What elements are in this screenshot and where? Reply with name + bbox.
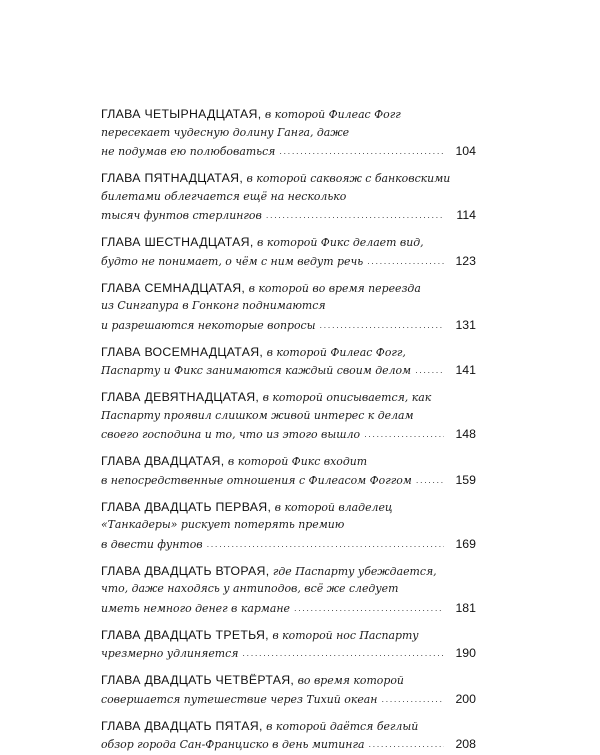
toc-entry[interactable] xyxy=(101,169,476,225)
toc-entry-first-line xyxy=(101,717,476,736)
chapter-heading: ГЛАВА ДВАДЦАТЬ ЧЕТВЁРТАЯ, xyxy=(101,673,295,687)
page-number: 148 xyxy=(455,427,476,441)
toc-entry-first-line xyxy=(101,498,476,517)
toc-entry-last-line xyxy=(101,471,476,490)
toc-entry-first-line xyxy=(101,626,476,645)
chapter-description-line: Паспарту проявил слишком живой интерес к делам xyxy=(101,408,414,422)
dot-leader xyxy=(279,143,444,162)
chapter-heading: ГЛАВА ЧЕТЫРНАДЦАТАЯ, xyxy=(101,107,262,121)
chapter-description-line: что, даже находясь у антиподов, всё же следует xyxy=(101,582,399,595)
chapter-description: в которой Филеас Фогг xyxy=(261,108,401,121)
chapter-description: в которой саквояж с банковскими xyxy=(243,172,451,185)
toc-entry[interactable] xyxy=(101,562,476,618)
toc-entry-last-line xyxy=(101,599,476,618)
chapter-description: в которой владелец xyxy=(271,500,393,514)
toc-entry[interactable] xyxy=(101,105,476,161)
toc-entry-last-line xyxy=(101,142,476,161)
chapter-description-line: чрезмерно удлиняется xyxy=(101,647,239,660)
dot-leader xyxy=(294,600,444,619)
page-number: 200 xyxy=(455,691,476,706)
chapter-heading: ГЛАВА ДЕВЯТНАДЦАТАЯ, xyxy=(101,390,260,404)
table-of-contents xyxy=(101,105,476,754)
chapter-description: в которой нос Паспарту xyxy=(268,628,419,642)
chapter-description-line: «Танкадеры» рискует потерять премию xyxy=(101,518,345,531)
dot-leader xyxy=(416,472,444,491)
toc-entry-first-line xyxy=(101,279,476,298)
chapter-heading: ГЛАВА ДВАДЦАТЬ ПЯТАЯ, xyxy=(101,718,263,733)
toc-entry-first-line xyxy=(101,562,476,581)
toc-entry-last-line xyxy=(101,644,476,663)
toc-entry-first-line xyxy=(101,105,476,124)
chapter-description-line: билетами облегчается ещё на несколько xyxy=(101,189,347,203)
chapter-description-line: обзор города Сан-Франциско в день митинга xyxy=(101,738,365,751)
chapter-description-line: совершается путешествие через Тихий океан xyxy=(101,692,378,706)
chapter-description: в которой Филеас Фогг, xyxy=(263,345,406,359)
toc-entry-first-line xyxy=(101,233,476,252)
chapter-description: в которой Фикс делает вид, xyxy=(253,236,424,249)
chapter-description-line: будто не понимает, о чём с ним ведут речь xyxy=(101,254,364,268)
toc-entry-last-line xyxy=(101,252,476,271)
toc-entry-last-line xyxy=(101,735,476,754)
dot-leader xyxy=(266,207,444,226)
toc-entry-first-line xyxy=(101,671,476,690)
toc-entry-last-line xyxy=(101,206,476,225)
toc-entry[interactable] xyxy=(101,717,476,754)
chapter-heading: ГЛАВА ПЯТНАДЦАТАЯ, xyxy=(101,171,244,185)
toc-entry[interactable] xyxy=(101,498,476,554)
chapter-heading: ГЛАВА ДВАДЦАТЬ ВТОРАЯ, xyxy=(101,563,270,578)
dot-leader xyxy=(367,253,444,272)
chapter-description-line: в непосредственные отношения с Филеасом Фоггом xyxy=(101,473,412,487)
toc-entry[interactable] xyxy=(101,388,476,444)
chapter-heading: ГЛАВА ДВАДЦАТАЯ, xyxy=(101,454,225,468)
page-number: 114 xyxy=(456,208,476,222)
chapter-description: в которой описывается, как xyxy=(259,391,432,404)
toc-entry-first-line xyxy=(101,452,476,471)
chapter-heading: ГЛАВА ДВАДЦАТЬ ПЕРВАЯ, xyxy=(101,499,272,514)
page-number: 190 xyxy=(455,646,476,660)
dot-leader xyxy=(415,362,444,381)
dot-leader xyxy=(381,691,444,710)
chapter-heading: ГЛАВА СЕМНАДЦАТАЯ, xyxy=(101,280,246,295)
chapter-description: во время которой xyxy=(294,674,404,687)
toc-entry[interactable] xyxy=(101,343,476,380)
chapter-description-line: в двести фунтов xyxy=(101,537,203,551)
toc-entry-last-line xyxy=(101,690,476,709)
toc-entry-first-line xyxy=(101,169,476,188)
page-number: 159 xyxy=(455,472,476,487)
chapter-heading: ГЛАВА ВОСЕМНАДЦАТАЯ, xyxy=(101,344,264,359)
page-number: 208 xyxy=(455,737,476,751)
page-number: 131 xyxy=(455,317,476,332)
page-number: 169 xyxy=(455,536,476,551)
chapter-description-line: и разрешаются некоторые вопросы xyxy=(101,318,316,332)
page-number: 141 xyxy=(455,363,476,377)
toc-entry[interactable] xyxy=(101,671,476,708)
chapter-description-line: не подумав ею полюбоваться xyxy=(101,145,276,158)
toc-entry-first-line xyxy=(101,388,476,407)
toc-entry-first-line xyxy=(101,343,476,362)
page-number: 181 xyxy=(455,600,476,615)
chapter-description-line: Паспарту и Фикс занимаются каждый своим делом xyxy=(101,364,412,377)
dot-leader xyxy=(207,536,444,555)
toc-entry[interactable] xyxy=(101,626,476,663)
chapter-description-line: пересекает чудесную долину Ганга, даже xyxy=(101,125,350,139)
page-number: 104 xyxy=(455,144,476,158)
chapter-description: в которой Фикс входит xyxy=(224,455,368,468)
chapter-heading: ГЛАВА ШЕСТНАДЦАТАЯ, xyxy=(101,235,254,249)
page-number: 123 xyxy=(455,253,476,268)
chapter-description-line: тысяч фунтов стерлингов xyxy=(101,209,262,222)
toc-entry-last-line xyxy=(101,425,476,444)
chapter-description-line: своего господина и то, что из этого вышло xyxy=(101,428,361,441)
chapter-description-line: из Сингапура в Гонконг поднимаются xyxy=(101,299,326,312)
dot-leader xyxy=(368,736,444,755)
toc-entry[interactable] xyxy=(101,233,476,270)
chapter-description: где Паспарту убеждается, xyxy=(269,564,437,578)
toc-entry-last-line xyxy=(101,361,476,380)
dot-leader xyxy=(242,645,444,664)
chapter-description: в которой даётся беглый xyxy=(262,719,419,733)
toc-entry-last-line xyxy=(101,535,476,554)
toc-entry[interactable] xyxy=(101,452,476,489)
toc-entry-last-line xyxy=(101,316,476,335)
dot-leader xyxy=(364,426,444,445)
chapter-heading: ГЛАВА ДВАДЦАТЬ ТРЕТЬЯ, xyxy=(101,627,269,642)
dot-leader xyxy=(320,317,444,336)
toc-entry[interactable] xyxy=(101,279,476,335)
chapter-description-line: иметь немного денег в кармане xyxy=(101,601,290,615)
chapter-description: в которой во время переезда xyxy=(245,281,421,295)
